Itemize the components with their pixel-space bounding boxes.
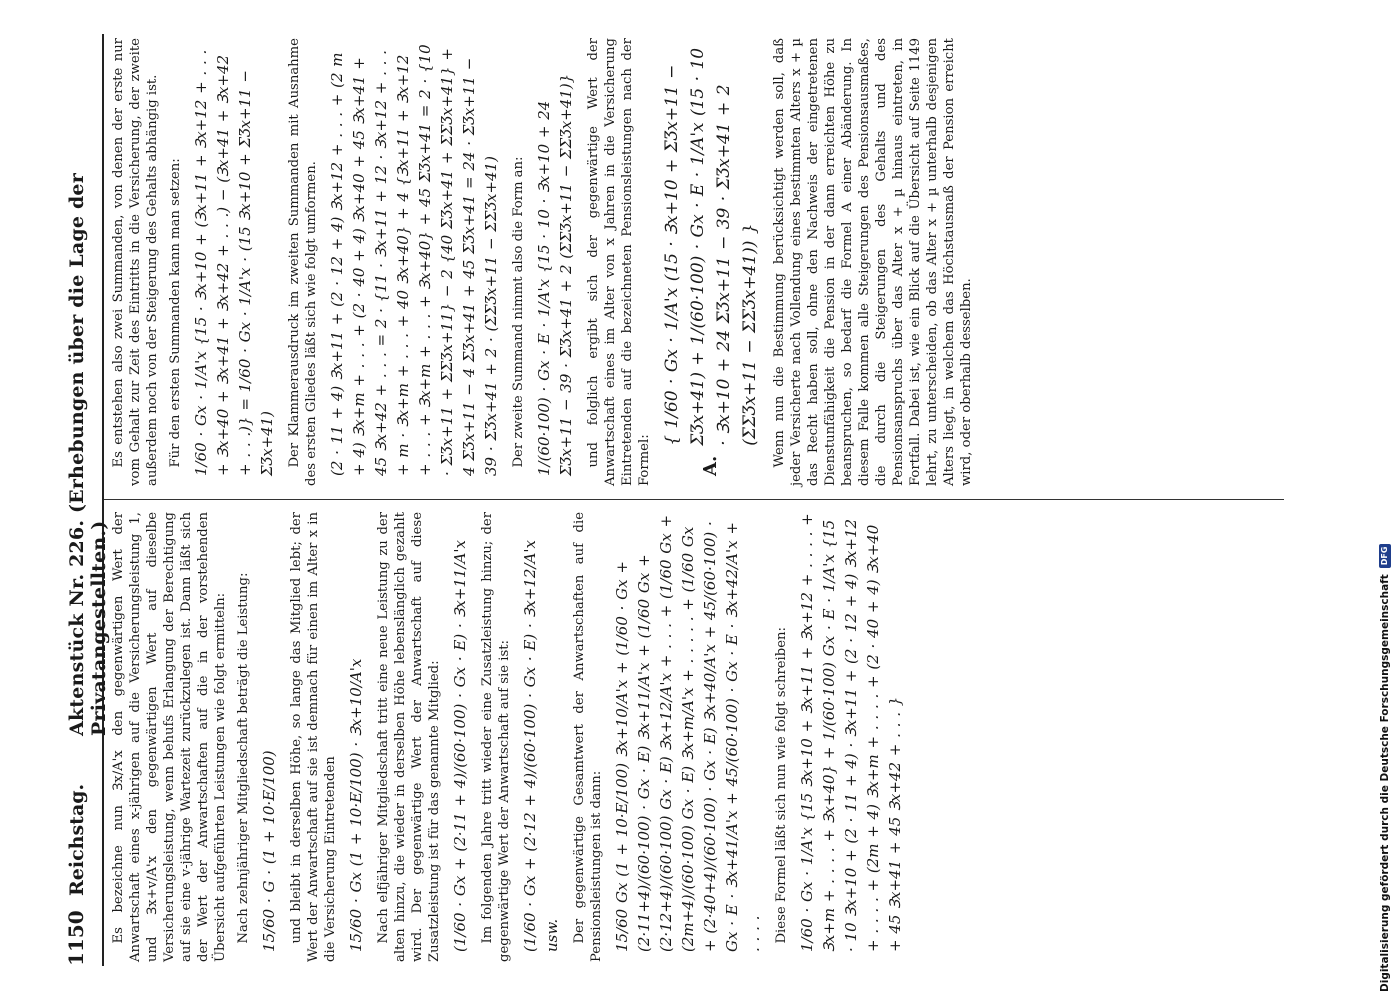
left-paragraph: und bleibt in derselben Höhe, so lange das Mitglied lebt; der Wert der Anwartschaft auf sie ist demnach für einen im Alter x in die Versicherung Eintretenden xyxy=(289,512,338,962)
formula-label: A. xyxy=(700,455,721,476)
left-formula: (1/60 · Gx + (2·12 + 4)/(60·100) · Gx · E) · Ɜx+12/A'x usw. xyxy=(521,522,561,952)
right-formula: 1/60 · Gx · 1/A'x {15 · Ɜx+10 + (Ɜx+11 + Ɜx+12 + . . . + Ɜx+40 + Ɜx+41 + Ɜx+42 + . . .) − (Ɜx+41 + Ɜx+42 + . . .)} = 1/60 · Gx · 1/A'x · (15 Ɜx+10 + ΣƷx+11 − ΣƷx+41) xyxy=(192,43,276,476)
left-formula: 15/60 Gx (1 + 10·E/100) Ɜx+10/A'x + (1/60 · Gx + (2·11+4)/(60·100) · Gx · E) Ɜx+11/A'x + (1/60 Gx + (2·12+4)/(60·100) Gx · E) Ɜx+12/A'x + . . . + (1/60 Gx + (2m+4)/(60·100) Gx · E) Ɜx+m/A'x + . . . . . + (1/60 Gx + (2·40+4)/(60·100) · Gx · E) Ɜx+40/A'x + 45/(60·100) · Gx · E · Ɜx+41/A'x + 45/(60·100) · Gx · E · Ɜx+42/A'x + . . . . xyxy=(613,509,763,952)
left-column xyxy=(104,500,1324,966)
page-header xyxy=(64,34,110,966)
text-columns xyxy=(104,34,1324,966)
left-formula: 15/60 · G · (1 + 10·E/100) xyxy=(260,750,278,952)
left-formula: 15/60 · Gx (1 + 10·E/100) · Ɜx+10/A'x xyxy=(347,658,365,952)
dfg-logo-icon: DFG xyxy=(1379,544,1391,569)
page-number: 1150 xyxy=(64,910,88,966)
rotated-page xyxy=(50,0,1350,1000)
left-paragraph: Im folgenden Jahre tritt wieder eine Zusatzleistung hinzu; der gegenwärtige Wert der Anwartschaft auf sie ist: xyxy=(480,512,512,962)
credit-text: Digitalisierung gefördert durch die Deutsche Forschungsgemeinschaft xyxy=(1379,574,1391,992)
digitization-credit xyxy=(1378,32,1392,992)
right-paragraph: Es entstehen also zwei Summanden, von denen der erste nur vom Gehalt zur Zeit des Eintritts in die Versicherung, der zweite außerdem noch von der Steigerung des Gehalts abhängig ist. xyxy=(111,38,160,486)
formula-body: { 1/60 · Gx · 1/A'x (15 · Ɜx+10 + ΣƷx+11 − ΣƷx+41) + 1/(60·100) · Gx · E · 1/A'x (15 · 10 · Ɜx+10 + 24 ΣƷx+11 − 39 · ΣƷx+41 + 2 (ΣΣƷx+11 − ΣΣƷx+41)) } xyxy=(662,41,760,446)
left-paragraph: Nach zehnjähriger Mitgliedschaft beträgt die Leistung: xyxy=(236,572,251,944)
source-label: Reichstag. xyxy=(66,783,88,896)
right-column xyxy=(104,34,1324,500)
left-formula: 1/60 · Gx · 1/A'x {15 Ɜx+10 + Ɜx+11 + Ɜx+12 + . . . . + Ɜx+m + . . . . + Ɜx+40} + 1/(60·100) Gx · E · 1/A'x {15 · 10 Ɜx+10 + (2 · 11 + 4) · Ɜx+11 + (2 · 12 + 4) Ɜx+12 + . . . . + (2m + 4) Ɜx+m + . . . . + (2 · 40 + 4) Ɜx+40 + 45 Ɜx+41 + 45 Ɜx+42 + . . . } xyxy=(798,507,904,952)
right-paragraph: Wenn nun die Bestimmung berücksichtigt werden soll, daß jeder Versicherte nach Vollendung eines bestimmten Alters x + µ das Recht haben soll, ohne den Nachweis der eingetretenen Dienstunfähigkeit die Pension in der dann erreichten Höhe zu beanspruchen, so bedarf die Formel A einer Abänderung. In diesem Falle kommen alle Steigerungen des Pensionsausmaßes, die durch die Steigerungen des Gehalts und des Pensionsanspruchs über das Alter x + µ hinaus eintreten, in Fortfall. Dabei ist, wie ein Blick auf die Übersicht auf Seite 1149 lehrt, zu unterscheiden, ob das Alter x + µ unterhalb desjenigen Alters liegt, in welchem das Höchstausmaß der Pension erreicht wird, oder oberhalb desselben. xyxy=(772,38,974,486)
right-paragraph: und folglich ergibt sich der gegenwärtige Wert der Anwartschaft eines im Alter von x Jahren in die Versicherung Eintretenden auf die bezeichneten Pensionsleistungen nach der Formel: xyxy=(586,38,652,486)
left-paragraph: Nach elfjähriger Mitgliedschaft tritt eine neue Leistung zu der alten hinzu, die wieder in derselben Höhe lebenslänglich gezahlt wird. Der gegenwärtige Wert der Anwartschaft auf diese Zusatzleistung ist für das genannte Mitglied: xyxy=(376,512,442,962)
right-formula: (2 · 11 + 4) Ɜx+11 + (2 · 12 + 4) Ɜx+12 + . . . + (2 m + 4) Ɜx+m + . . . + (2 · 40 + 4) Ɜx+40 + 45 Ɜx+41 + 45 Ɜx+42 + . . . = 2 · {11 · Ɜx+11 + 12 · Ɜx+12 + . . . + m · Ɜx+m + . . . + 40 Ɜx+40} + 4 {Ɜx+11 + Ɜx+12 + . . . + Ɜx+m + . . . + Ɜx+40} + 45 ΣƷx+41 = 2 · {10 · ΣƷx+11 + ΣΣƷx+11} − 2 {40 ΣƷx+41 + ΣΣƷx+41} + 4 ΣƷx+11 − 4 ΣƷx+41 + 45 ΣƷx+41 = 24 · ΣƷx+11 − 39 · ΣƷx+41 + 2 · (ΣΣƷx+11 − ΣΣƷx+41) xyxy=(328,38,500,476)
page-title: Aktenstück Nr. 226. (Erhebungen über die Lage der Privatangestellten.) xyxy=(66,173,110,736)
right-paragraph: Für den ersten Summanden kann man setzen: xyxy=(168,158,183,468)
column-divider xyxy=(104,499,1284,500)
right-paragraph: Der zweite Summand nimmt also die Form an: xyxy=(511,156,526,468)
left-paragraph: Der gegenwärtige Gesamtwert der Anwartschaften auf die Pensionsleistungen ist dann: xyxy=(572,512,604,962)
right-formula: 1/(60·100) · Gx · E · 1/A'x {15 · 10 · Ɜx+10 + 24 ΣƷx+11 − 39 · ΣƷx+41 + 2 (ΣΣƷx+11 − ΣΣƷx+41)} xyxy=(535,73,575,476)
right-formula-a xyxy=(659,38,763,476)
left-formula: (1/60 · Gx + (2·11 + 4)/(60·100) · Gx · E) · Ɜx+11/A'x xyxy=(451,540,469,952)
right-paragraph: Der Klammerausdruck im zweiten Summanden mit Ausnahme des ersten Gliedes läßt sich wie folgt umformen. xyxy=(287,38,319,486)
left-paragraph: Diese Formel läßt sich nun wie folgt schreiben: xyxy=(774,627,789,944)
left-paragraph: Es bezeichne nun Ɜx/A'x den gegenwärtigen Wert der Anwartschaft eines x-jährigen auf die Versicherungsleistung 1, und Ɜx+v/A'x den gegenwärtigen Wert auf dieselbe Versicherungsleistung, wenn behufs Erlangung der Berechtigung auf sie eine v-jährige Wartezeit zurückzulegen ist. Dann läßt sich der Wert der Anwartschaften auf die in der vorstehenden Übersicht aufgeführten Leistungen wie folgt ermitteln: xyxy=(111,512,228,962)
